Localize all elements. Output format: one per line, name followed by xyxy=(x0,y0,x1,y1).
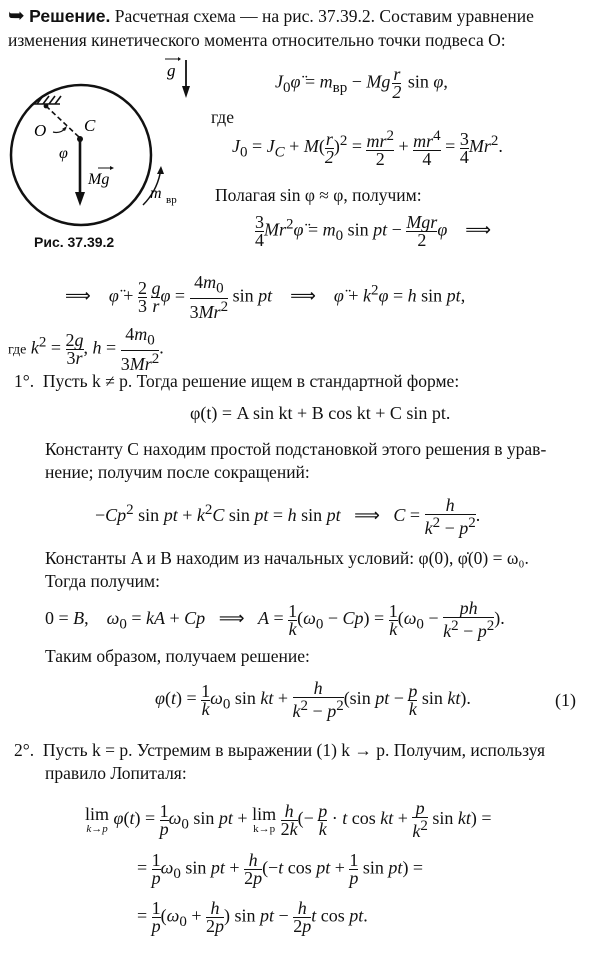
moment-arrowhead-icon xyxy=(157,166,164,174)
case2-marker: 2°. xyxy=(14,740,35,760)
label-Mg: Mg xyxy=(88,171,110,188)
eq-normalized: ⟹ φ̈ + $\frac{2}{3}$ $\frac{g}{r}$ φ = $\frac{4m_0}{3Mr^2}$ sin pt ⟹ φ̈ + $k^2\varphi = h$ sin pt, xyxy=(65,272,466,322)
intro-line-2: изменения кинетического момента относительно точки подвеса O: xyxy=(8,30,506,50)
label-C: C xyxy=(84,116,96,135)
case1-para3: Таким образом, получаем решение: xyxy=(45,646,310,666)
intro-line-1 xyxy=(8,5,534,28)
solution-label: Решение. xyxy=(29,6,111,26)
eq-J0: $J_0 = J_C + M$( $\frac{r}{2}$ )$^2$ = $\frac{mr^2}{2}$ + $\frac{mr^4}{4}$ = $\frac{3}{4}$ Mr$^2$. xyxy=(232,128,503,169)
case2-text-1: Пусть k = p. Устремим в выражении (1) k → p. Получим, используя xyxy=(42,740,546,760)
case1-para2-l1: Константы A и B находим из начальных условий: φ(0), φ̇(0) = ω₀. xyxy=(45,548,529,568)
eq-C: $-Cp^2$ sin pt + $k^2C$ sin pt = h sin pt ⟹ C = $\frac{h}{k^2 - p^2}$ . xyxy=(95,495,481,538)
eq-limit-3: = $\frac{1}{p}$ ($\omega_0$ + $\frac{h}{2p}$ ) sin pt − $\frac{h}{2p}$ t cos pt. xyxy=(137,898,368,936)
label-moment: m xyxy=(150,185,162,202)
figure-diagram xyxy=(0,52,210,262)
g-arrowhead-icon xyxy=(182,86,190,98)
eq-limit-2: = $\frac{1}{p}$ $\omega_0$ sin pt + $\frac{h}{2p}$ (−t cos pt + $\frac{1}{p}$ sin pt) = xyxy=(137,850,424,888)
intro-text-1: Расчетная схема — на рис. 37.39.2. Составим уравнение xyxy=(114,6,534,26)
case1-marker: 1°. xyxy=(14,371,35,391)
eq-linearized: $\frac{3}{4}$ $Mr^2\varphï = m_0$ sin pt − Mgr 2 φ ⟹ xyxy=(255,212,492,250)
case1-line xyxy=(14,370,459,393)
g-label: g xyxy=(167,61,176,80)
case2-text-2: правило Лопиталя: xyxy=(45,763,187,783)
case1-para2-l2: Тогда получим: xyxy=(45,571,160,591)
mg-vector-tip-icon xyxy=(110,166,114,170)
gravity-arrowhead-icon xyxy=(75,192,85,206)
label-moment-sub: вр xyxy=(166,194,177,206)
pivot-dot xyxy=(44,104,49,109)
eq-k-h: где $k^2$ = $\frac{2g}{3r}$ , h = $\frac{4m_0}{3Mr^2}$ . xyxy=(8,324,164,374)
case1-text: Пусть k ≠ p. Тогда решение ищем в стандартной форме: xyxy=(42,371,460,391)
eq-number-1: (1) xyxy=(555,690,576,710)
where-label-1: где xyxy=(211,107,234,127)
eq-motion: $J_0\varphï = m_{вр} - Mg$ $\frac{r}{2}$ sin φ, xyxy=(275,64,448,102)
label-O: O xyxy=(34,121,47,140)
g-vector-tip-icon xyxy=(178,57,181,61)
arrow-icon: ➥ xyxy=(8,5,25,27)
o-c-dashed-line xyxy=(46,106,80,138)
eq-solution: φ(t) = $\frac{1}{k}$ $\omega_0$ sin kt + $\frac{h}{k^2 - p^2}$ (sin pt − $\frac{p}{k}$ sin kt). xyxy=(155,678,471,721)
eq-general-form: φ(t) = A sin kt + B cos kt + C sin pt. xyxy=(190,403,451,423)
figure-caption: Рис. 37.39.2 xyxy=(34,234,115,250)
case1-para1-l1: Константу C находим простой подстановкой этого решения в урав- xyxy=(45,439,547,459)
small-angle-text: Полагая sin φ ≈ φ, получим: xyxy=(215,185,422,205)
eq-AB: 0 = B, $\omega_0$ = kA + Cp ⟹ A = $\frac{1}{k}$ $(\omega_0 - Cp)$ = $\frac{1}{k}$ ($\omega_0$ − $\frac{ph}{k^2 - p^2}$ ). xyxy=(45,598,505,641)
eq-limit-1: lim k→p φ(t) = $\frac{1}{p}$ $\omega_0$ sin pt + lim k→p $\frac{h}{2k}$ (− $\frac{p}{k}$ · t cos kt + $\frac{p}{k^2}$ sin kt) = xyxy=(85,798,492,841)
case2-line-1 xyxy=(14,739,545,762)
label-phi: φ xyxy=(59,145,68,162)
case1-para1-l2: нение; получим после сокращений: xyxy=(45,462,310,482)
